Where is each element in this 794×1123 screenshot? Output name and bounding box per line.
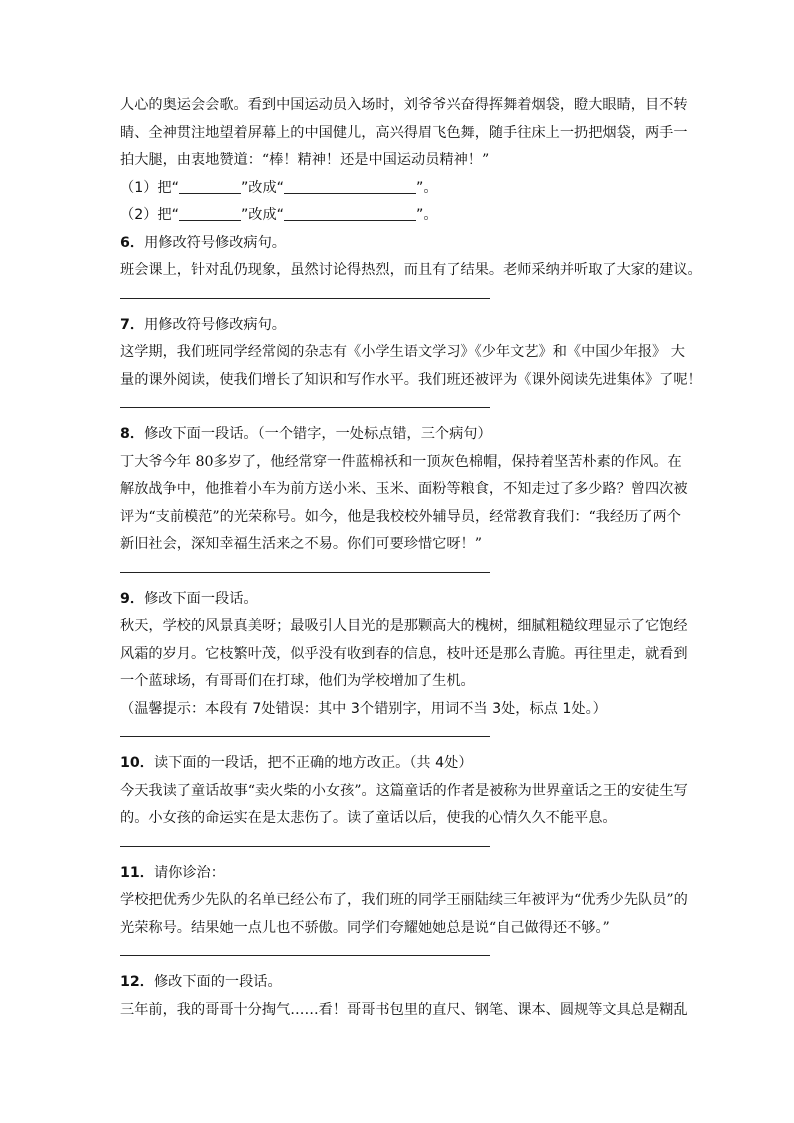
paragraph-line: 一个蓝球场，有哥哥们在打球，他们为学校增加了生机。 — [120, 673, 475, 689]
paragraph-line: 班会课上，针对乱仍现象，虽然讨论得热烈，而且有了结果。老师采纳并听取了大家的建议。 — [120, 262, 702, 278]
paragraph-line: 拍大腿，由衷地赞道：“棒！精神！还是中国运动员精神！” — [120, 152, 490, 168]
question-8 — [120, 421, 688, 573]
question-title — [120, 750, 680, 778]
question-6 — [120, 230, 702, 299]
sub-item-suffix: ”。 — [416, 207, 438, 223]
paragraph-line: 这学期，我们班同学经常阅的杂志有《小学生语文学习》《少年文艺》和《中国少年报》 大 — [120, 344, 685, 360]
question-number: 12． — [120, 974, 154, 990]
paragraph-line: 量的课外阅读，使我们增长了知识和写作水平。我们班还被评为《课外阅读先进集体》了呢！ — [120, 371, 702, 388]
answer-line[interactable] — [120, 572, 490, 573]
question-number: 10． — [120, 755, 154, 771]
question-title — [120, 969, 680, 997]
hint-line: （温馨提示：本段有 7处错误：其中 3个错别字，用词不当 3处，标点 1处。） — [120, 700, 607, 717]
question-7 — [120, 312, 702, 409]
paragraph-line: 光荣称号。结果她一点儿也不骄傲。同学们夸耀她她总是说“自己做得还不够。” — [120, 919, 610, 936]
sub-item-middle: ”改成“ — [240, 179, 285, 196]
paragraph-line: 解放战争中，他推着小车为前方送小米、玉米、面粉等粮食，不知走过了多少路？曾四次被 — [120, 481, 688, 497]
answer-blank-short[interactable] — [179, 179, 241, 194]
question-10 — [120, 750, 688, 847]
paragraph-line: 丁大爷今年 80多岁了，他经常穿一件蓝棉袄和一顶灰色棉帽，保持着坚苦朴素的作风。在 — [120, 453, 682, 470]
paragraph-line: 的。小女孩的命运实在是太悲伤了。读了童话以后，使我的心情久久不能平息。 — [120, 810, 617, 826]
question-12 — [120, 969, 688, 1024]
question-9 — [120, 586, 688, 738]
answer-blank-long[interactable] — [284, 206, 416, 221]
question-title — [120, 860, 680, 888]
question-number: 7． — [120, 316, 145, 333]
question-text: 请你诊治： — [153, 864, 225, 881]
answer-line[interactable] — [120, 736, 490, 737]
paragraph-line: 睛、全神贯注地望着屏幕上的中国健儿，高兴得眉飞色舞，随手往床上一扔把烟袋，两手一 — [120, 124, 688, 141]
sub-item-2 — [120, 202, 680, 230]
paragraph-line: 评为“支前模范”的光荣称号。如今，他是我校校外辅导员，经常教育我们：“我经历了两个 — [120, 508, 681, 525]
sub-item-suffix: ”。 — [416, 179, 438, 196]
sub-item-1 — [120, 175, 680, 203]
question-text: 用修改符号修改病句。 — [144, 234, 286, 251]
answer-blank-long[interactable] — [284, 179, 416, 194]
question-text: 用修改符号修改病句。 — [144, 316, 286, 333]
answer-blank-short[interactable] — [179, 206, 241, 221]
sub-item-prefix: （2）把“ — [120, 207, 179, 223]
paragraph-line: 三年前，我的哥哥十分掏气……看！哥哥书包里的直尺、钢笔、课本、圆规等文具总是糊乱 — [120, 1001, 688, 1018]
question-text: 修改下面的一段话。 — [153, 974, 282, 990]
answer-line[interactable] — [120, 298, 490, 299]
document-page — [120, 92, 702, 1024]
paragraph-line: 今天我读了童话故事“卖火柴的小女孩”。这篇童话的作者是被称为世界童话之王的安徒生写 — [120, 782, 688, 799]
question-title — [120, 586, 680, 614]
paragraph-line: 风霜的岁月。它枝繁叶茂，似乎没有收到春的信息，枝叶还是那么青脆。再往里走，就看到 — [120, 645, 688, 662]
question-title — [120, 421, 680, 449]
sub-item-middle: ”改成“ — [240, 207, 285, 223]
question-number: 9． — [120, 590, 145, 607]
answer-line[interactable] — [120, 955, 490, 956]
paragraph-line: 新旧社会，深知幸福生活来之不易。你们可要珍惜它呀！” — [120, 536, 482, 552]
answer-line[interactable] — [120, 846, 490, 847]
question-text: 修改下面一段话。 — [144, 590, 258, 607]
intro-paragraph — [120, 92, 688, 175]
sub-item-prefix: （1）把“ — [120, 179, 179, 196]
question-text: 修改下面一段话。（一个错字，一处标点错，三个病句） — [144, 426, 492, 442]
question-11 — [120, 860, 688, 957]
question-number: 6． — [120, 234, 145, 251]
question-title — [120, 230, 680, 258]
paragraph-line: 学校把优秀少先队的名单已经公布了，我们班的同学王丽陆续三年被评为“优秀少先队员”的 — [120, 892, 688, 908]
question-number: 8． — [120, 426, 145, 442]
paragraph-line: 秋天，学校的风景真美呀；最吸引人目光的是那颗高大的槐树，细腻粗糙纹理显示了它饱经 — [120, 618, 688, 634]
question-text: 读下面的一段话，把不正确的地方改正。（共 4处） — [153, 755, 473, 771]
question-title — [120, 312, 680, 340]
answer-line[interactable] — [120, 407, 490, 408]
paragraph-line: 人心的奥运会会歌。看到中国运动员入场时，刘爷爷兴奋得挥舞着烟袋，瞪大眼睛，目不转 — [120, 97, 688, 113]
question-number: 11． — [120, 864, 154, 881]
